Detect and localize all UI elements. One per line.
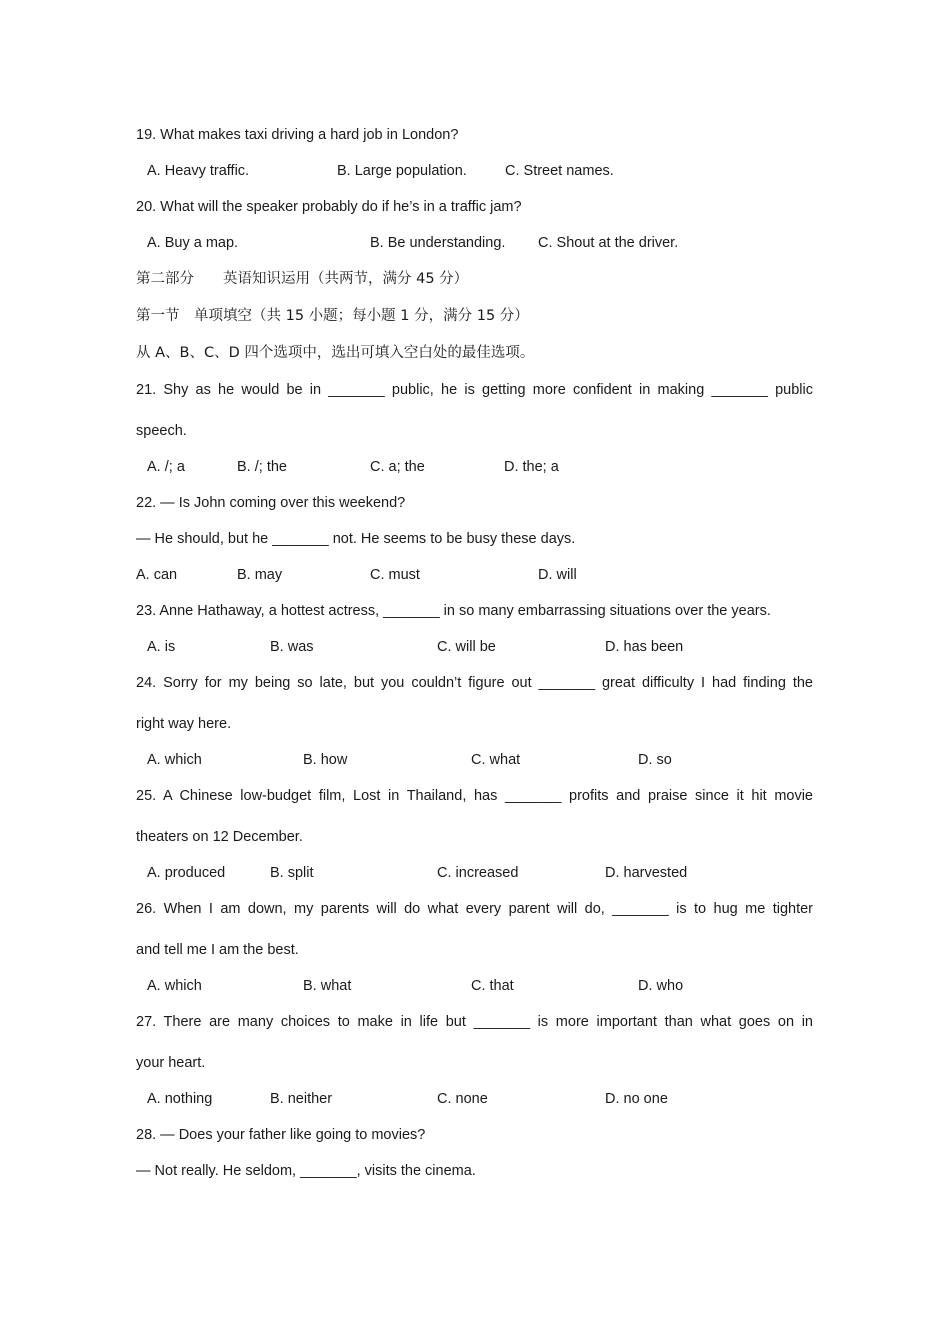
q24-option-d: D. so [638, 752, 672, 768]
q21-option-c: C. a; the [370, 459, 425, 475]
q21-option-a: A. /; a [147, 459, 185, 475]
q20-option-a: A. Buy a map. [147, 235, 239, 251]
q19-option-c: C. Street names. [505, 163, 614, 179]
question-23-line1: 23. Anne Hathaway, a hottest actress, _______ in so many embarrassing situations over the years. [136, 603, 771, 619]
q26-option-a: A. which [147, 978, 202, 994]
q27-option-b: B. neither [270, 1091, 333, 1107]
question-20-stem: 20. What will the speaker probably do if he’s in a traffic jam? [136, 199, 522, 215]
q25-option-b: B. split [270, 865, 314, 881]
q23-option-c: C. will be [437, 639, 496, 655]
q27-option-a: A. nothing [147, 1091, 213, 1107]
question-22-line1: 22. — Is John coming over this weekend? [136, 495, 406, 511]
q27-option-d: D. no one [605, 1091, 668, 1107]
subsection-title: 第一节 单项填空（共 15 小题；每小题 1 分，满分 15 分） [136, 308, 529, 324]
q24-option-b: B. how [303, 752, 348, 768]
part-title: 第二部分 英语知识运用（共两节，满分 45 分） [136, 271, 469, 287]
q25-option-d: D. harvested [605, 865, 688, 881]
q22-option-b: B. may [237, 567, 283, 583]
q23-option-d: D. has been [605, 639, 684, 655]
q19-option-a: A. Heavy traffic. [147, 163, 250, 179]
q26-option-c: C. that [471, 978, 514, 994]
section-instruction: 从 A、B、C、D 四个选项中，选出可填入空白处的最佳选项。 [136, 345, 535, 361]
q21-option-d: D. the; a [504, 459, 559, 475]
question-27-line1: 27. There are many choices to make in life but _______ is more important than what goes on in [136, 1014, 813, 1030]
question-24-line1: 24. Sorry for my being so late, but you couldn’t figure out _______ great difficulty I had finding the [136, 675, 813, 691]
q22-option-a: A. can [136, 567, 178, 583]
q20-option-c: C. Shout at the driver. [538, 235, 679, 251]
q27-option-c: C. none [437, 1091, 488, 1107]
question-24-line2: right way here. [136, 716, 232, 732]
q26-option-d: D. who [638, 978, 684, 994]
question-26-line1: 26. When I am down, my parents will do what every parent will do, _______ is to hug me tighter [136, 901, 813, 917]
q20-option-b: B. Be understanding. [370, 235, 506, 251]
question-27-line2: your heart. [136, 1055, 206, 1071]
q19-option-b: B. Large population. [337, 163, 467, 179]
question-26-line2: and tell me I am the best. [136, 942, 299, 958]
q22-option-d: D. will [538, 567, 577, 583]
question-28-line2: — Not really. He seldom, _______, visits the cinema. [136, 1163, 476, 1179]
question-28-line1: 28. — Does your father like going to movies? [136, 1127, 426, 1143]
q22-option-c: C. must [370, 567, 420, 583]
q23-option-b: B. was [270, 639, 314, 655]
q24-option-a: A. which [147, 752, 202, 768]
q23-option-a: A. is [147, 639, 176, 655]
question-25-line2: theaters on 12 December. [136, 829, 303, 845]
q21-option-b: B. /; the [237, 459, 287, 475]
question-21-line1: 21. Shy as he would be in _______ public, he is getting more confident in making _______ public [136, 382, 813, 398]
q26-option-b: B. what [303, 978, 352, 994]
question-19-stem: 19. What makes taxi driving a hard job in London? [136, 127, 459, 143]
q25-option-a: A. produced [147, 865, 226, 881]
question-22-line2: — He should, but he _______ not. He seems to be busy these days. [136, 531, 576, 547]
q25-option-c: C. increased [437, 865, 519, 881]
question-21-line2: speech. [136, 423, 187, 439]
q24-option-c: C. what [471, 752, 521, 768]
question-25-line1: 25. A Chinese low-budget film, Lost in Thailand, has _______ profits and praise since it hit movie [136, 788, 813, 804]
